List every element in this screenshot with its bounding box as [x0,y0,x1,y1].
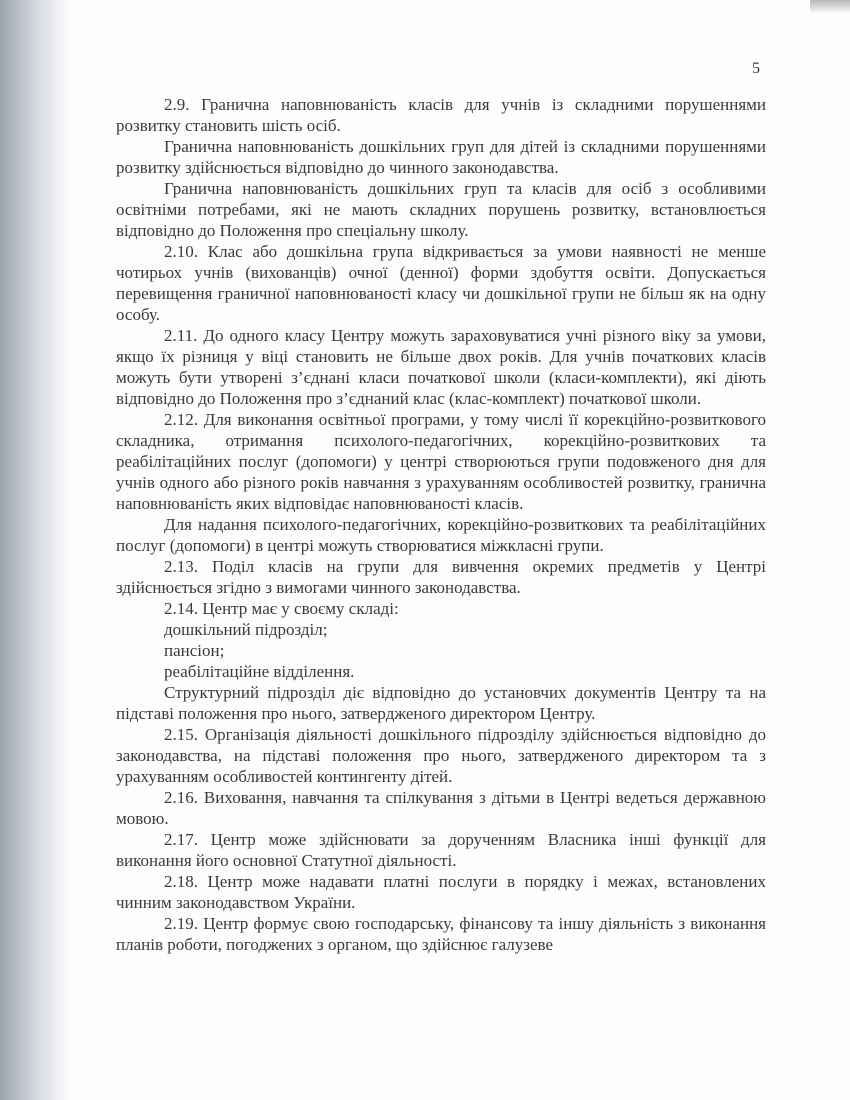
paragraph-2-11: 2.11. До одного класу Центру можуть зараховуватися учні різного віку за умови, якщо їх різниця у віці становить не більше двох років. Для учнів початкових класів можуть бути утворені з’єднані класи початкової школи (класи-комплекти), які діють відповідно до Положення про з’єднаний клас (клас-комплект) початкової школи. [116,326,766,408]
paragraph-special-needs-limit: Гранична наповнюваність дошкільних груп та класів для осіб з особливими освітніми потребами, які не мають складних порушень розвитку, встановлюється відповідно до Положення про спеціальну школу. [116,179,766,240]
paragraph-2-15: 2.15. Організація діяльності дошкільного підрозділу здійснюється відповідно до законодавства, на підставі положення про нього, затвердженого директором та з урахуванням особливостей контингенту дітей. [116,725,766,786]
paragraph-interclass-groups: Для надання психолого-педагогічних, корекційно-розвиткових та реабілітаційних послуг (допомоги) в центрі можуть створюватися міжкласні групи. [116,515,766,555]
paragraph-2-18: 2.18. Центр може надавати платні послуги в порядку і межах, встановлених чинним законодавством України. [116,872,766,912]
list-item-rehabilitation: реабілітаційне відділення. [164,662,355,681]
paragraph-2-14: 2.14. Центр має у своєму складі: [164,599,399,618]
paragraph-2-19: 2.19. Центр формує свою господарську, фінансову та іншу діяльність з виконання планів роботи, погоджених з органом, що здійснює галузеве [116,914,766,954]
document-body [116,94,766,955]
paragraph-2-17: 2.17. Центр може здійснювати за дорученням Власника інші функції для виконання його основної Статутної діяльності. [116,830,766,870]
list-item-boarding: пансіон; [164,641,225,660]
paragraph-2-10: 2.10. Клас або дошкільна група відкривається за умови наявності не менше чотирьох учнів (вихованців) очної (денної) форми здобуття освіти. Допускається перевищення граничної наповнюваності класу чи дошкільної групи не більш як на одну особу. [116,242,766,324]
scanner-corner-shadow [810,0,850,14]
scanner-shadow [0,0,70,1100]
paragraph-structural-unit: Структурний підрозділ діє відповідно до установчих документів Центру та на підставі положення про нього, затвердженого директором Центру. [116,683,766,723]
paragraph-2-9: 2.9. Гранична наповнюваність класів для учнів із складними порушеннями розвитку становить шість осіб. [116,95,766,135]
paragraph-2-13: 2.13. Поділ класів на групи для вивчення окремих предметів у Центрі здійснюється згідно з вимогами чинного законодавства. [116,557,766,597]
list-item-preschool-unit: дошкільний підрозділ; [164,620,328,639]
page-number: 5 [752,60,760,77]
paragraph-2-12: 2.12. Для виконання освітньої програми, у тому числі її корекційно-розвиткового складника, отримання психолого-педагогічних, корекційно-розвиткових та реабілітаційних послуг (допомоги) у центрі створюються групи подовженого дня для учнів одного або різного років навчання з урахуванням особливостей розвитку, гранична наповнюваність яких відповідає наповнюваності класів. [116,410,766,513]
paragraph-2-16: 2.16. Виховання, навчання та спілкування з дітьми в Центрі ведеться державною мовою. [116,788,766,828]
paragraph-preschool-limit: Гранична наповнюваність дошкільних груп для дітей із складними порушеннями розвитку здійснюється відповідно до чинного законодавства. [116,137,766,177]
